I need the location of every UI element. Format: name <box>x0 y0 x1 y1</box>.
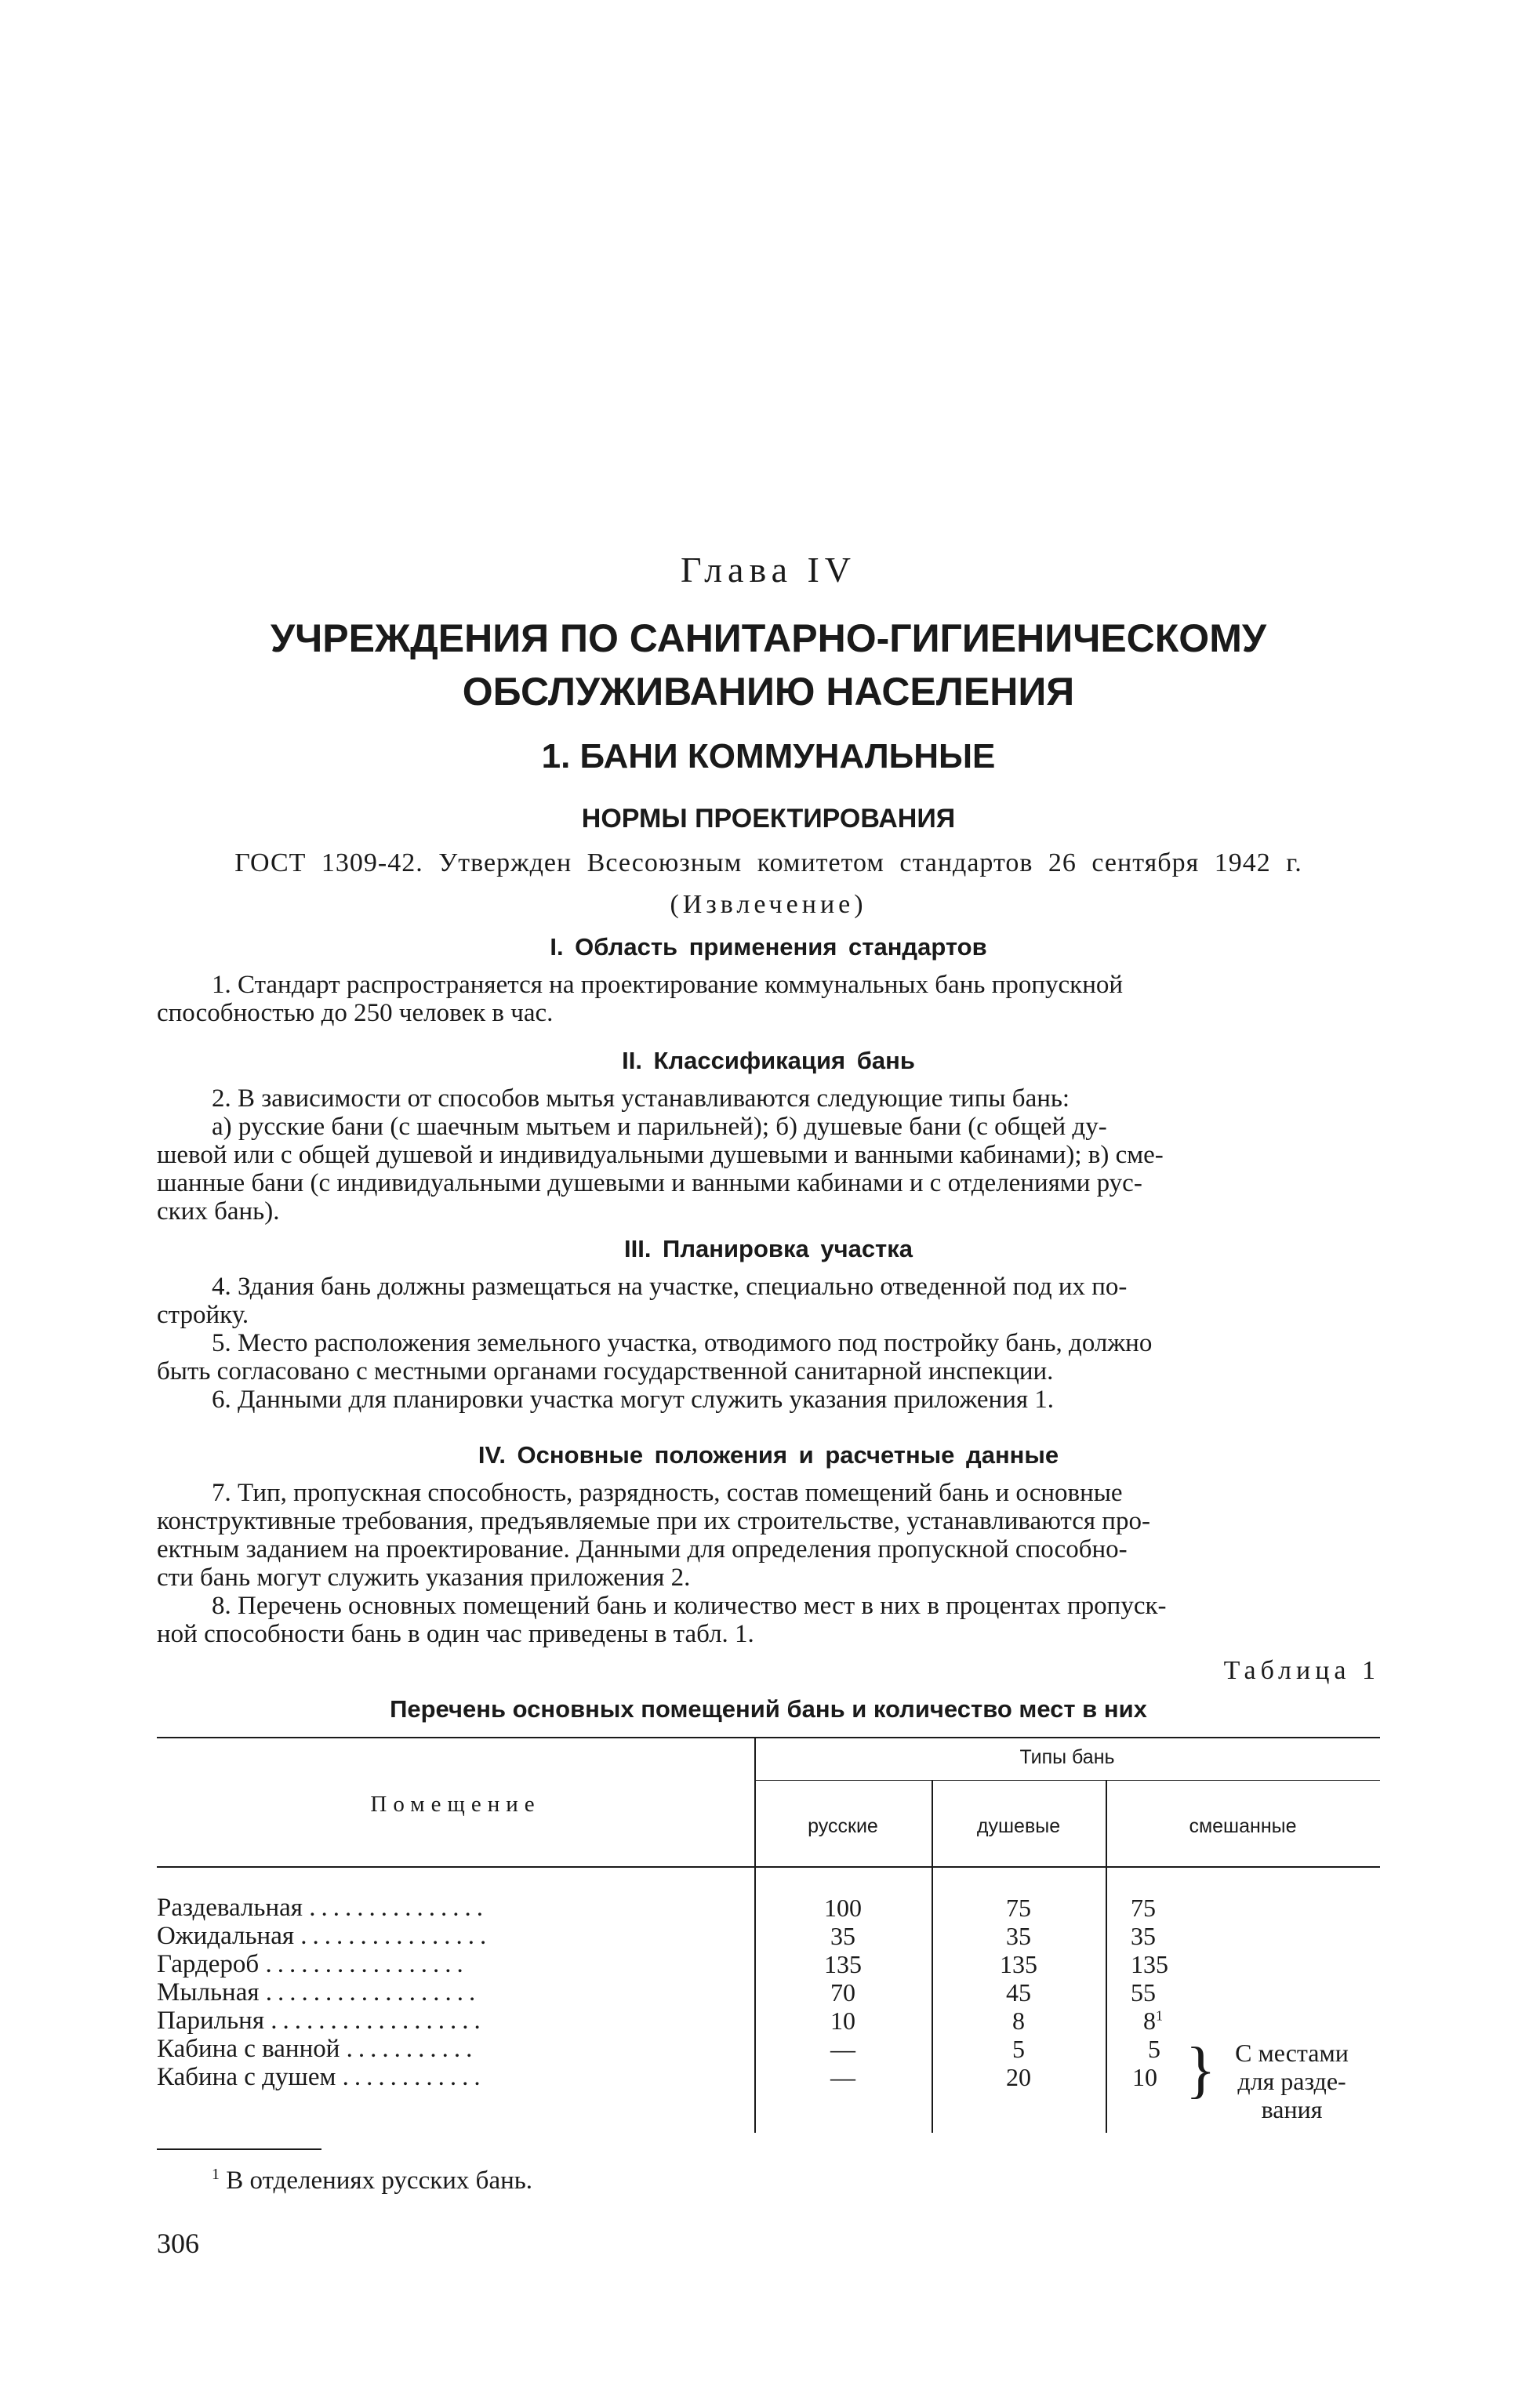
row-dots: ................ <box>300 1922 492 1950</box>
cell-russian: — <box>830 2035 855 2063</box>
cell-mixed: 5 <box>1148 2035 1160 2063</box>
text-line: ной способности бань в один час приведены в табл. 1. <box>157 1620 754 1648</box>
gost-line: ГОСТ 1309-42. Утвержден Всесоюзным комитетом стандартов 26 сентября 1942 г. <box>234 848 1302 877</box>
text-line: быть согласовано с местными органами государственной санитарной инспекции. <box>157 1357 1054 1386</box>
cell-mixed: 35 <box>1131 1922 1156 1950</box>
main-title-line1: УЧРЕЖДЕНИЯ ПО САНИТАРНО-ГИГИЕНИЧЕСКОМУ <box>271 616 1266 660</box>
cell-shower: 35 <box>1006 1922 1031 1950</box>
footnote-text: В отделениях русских бань. <box>226 2166 533 2195</box>
row-dots: ............ <box>342 2063 486 2091</box>
cell-russian: 70 <box>830 1978 855 2007</box>
text-line: стройку. <box>157 1301 249 1329</box>
row-name <box>157 2063 753 2091</box>
table-header-rule <box>754 1780 1380 1781</box>
row-dots: .................. <box>265 1978 481 2007</box>
section-1-paragraph <box>157 971 1380 1027</box>
table-top-rule <box>157 1737 1380 1738</box>
footnote-mark: 1 <box>1156 2007 1163 2024</box>
cell-shower: 8 <box>1012 2007 1025 2035</box>
row-name <box>157 1894 753 1922</box>
text-line: конструктивные требования, предъявляемые при их строительстве, устанавливаются про- <box>157 1507 1150 1535</box>
cell-russian: 135 <box>824 1950 862 1978</box>
cell-mixed <box>1143 2007 1163 2035</box>
row-dots: .................. <box>271 2007 486 2035</box>
cell-russian: 35 <box>830 1922 855 1950</box>
text-line: 5. Место расположения земельного участка, отводимого под постройку бань, должно <box>212 1329 1153 1357</box>
cell-shower: 75 <box>1006 1894 1031 1922</box>
section-2-title: II. Классификация бань <box>622 1047 915 1074</box>
cell-shower: 20 <box>1006 2063 1031 2091</box>
text-line: а) русские бани (с шаечным мытьем и парильней); б) душевые бани (с общей ду- <box>212 1113 1107 1141</box>
row-label: Кабина с душем <box>157 2063 336 2091</box>
header-room: Помещение <box>370 1792 541 1817</box>
table-title: Перечень основных помещений бань и количество мест в них <box>390 1695 1147 1723</box>
row-label: Парильня <box>157 2007 264 2035</box>
cell-shower: 5 <box>1012 2035 1025 2063</box>
row-label: Гардероб <box>157 1950 260 1978</box>
cell-mixed: 10 <box>1132 2063 1157 2091</box>
extract-note: (Извлечение) <box>670 890 867 919</box>
row-label: Мыльная <box>157 1978 260 2007</box>
section-2-paragraph <box>157 1084 1380 1226</box>
cell-mixed: 75 <box>1131 1894 1156 1922</box>
cell-shower: 135 <box>1000 1950 1037 1978</box>
row-name <box>157 1978 753 2007</box>
text-line: шанные бани (с индивидуальными душевыми и ванными кабинами и с отделениями рус- <box>157 1169 1142 1197</box>
header-types: Типы бань <box>1019 1746 1115 1768</box>
header-col-mixed: смешанные <box>1189 1815 1297 1837</box>
cell-russian: 10 <box>830 2007 855 2035</box>
row-name <box>157 1922 753 1950</box>
row-name <box>157 2007 753 2035</box>
main-title <box>157 612 1380 718</box>
text-line: 1. Стандарт распространяется на проектирование коммунальных бань пропускной <box>212 971 1124 999</box>
section-3-paragraph <box>157 1273 1380 1414</box>
section-title: 1. БАНИ КОММУНАЛЬНЫЕ <box>541 737 996 775</box>
cell-shower: 45 <box>1006 1978 1031 2007</box>
brace-symbol: } <box>1186 2036 1216 2105</box>
side-note-line: С местами <box>1235 2039 1349 2067</box>
cell-mixed: 135 <box>1131 1950 1168 1978</box>
row-label: Кабина с ванной <box>157 2035 340 2063</box>
section-4-paragraph <box>157 1479 1380 1648</box>
table-caption: Таблица 1 <box>1223 1656 1380 1685</box>
row-dots: ................. <box>265 1950 469 1978</box>
text-line: 2. В зависимости от способов мытья устанавливаются следующие типы бань: <box>212 1084 1070 1113</box>
footnote-rule <box>157 2148 321 2150</box>
section-1-title: I. Область применения стандартов <box>550 933 987 961</box>
side-note-line: для разде- <box>1237 2067 1346 2095</box>
table-header-bottom-rule <box>157 1866 1380 1868</box>
main-title-line2: ОБСЛУЖИВАНИЮ НАСЕЛЕНИЯ <box>462 670 1075 714</box>
text-line: шевой или с общей душевой и индивидуальными душевыми и ванными кабинами); в) сме- <box>157 1141 1164 1169</box>
side-note-line: вания <box>1261 2095 1323 2123</box>
footnote <box>212 2166 532 2196</box>
text-line: 6. Данными для планировки участка могут служить указания приложения 1. <box>212 1386 1055 1414</box>
header-col-shower: душевые <box>976 1815 1061 1837</box>
row-name <box>157 1950 753 1978</box>
text-line: ских бань). <box>157 1197 280 1226</box>
text-line: ектным заданием на проектирование. Данными для определения пропускной способно- <box>157 1535 1128 1564</box>
row-name <box>157 2035 753 2063</box>
cell-russian: — <box>830 2063 855 2091</box>
text-line: 4. Здания бань должны размещаться на участке, специально отведенной под их по- <box>212 1273 1128 1301</box>
text-line: способностью до 250 человек в час. <box>157 999 554 1027</box>
header-col-russian: русские <box>808 1815 878 1837</box>
row-dots: ........... <box>346 2035 478 2063</box>
text-line: сти бань могут служить указания приложения 2. <box>157 1564 691 1592</box>
cell-mixed: 55 <box>1131 1978 1156 2007</box>
text-line: 8. Перечень основных помещений бань и количество мест в них в процентах пропуск- <box>212 1592 1167 1620</box>
rooms-table <box>157 1737 1380 2137</box>
footnote-marker: 1 <box>212 2166 220 2183</box>
row-label: Ожидальная <box>157 1922 295 1950</box>
norms-title: НОРМЫ ПРОЕКТИРОВАНИЯ <box>581 804 956 834</box>
chapter-label: Глава IV <box>680 550 857 590</box>
mixed-side-note <box>1211 2039 1372 2123</box>
section-3-title: III. Планировка участка <box>623 1235 913 1262</box>
text-line: 7. Тип, пропускная способность, разрядность, состав помещений бань и основные <box>212 1479 1123 1507</box>
page-number: 306 <box>157 2228 199 2259</box>
section-4-title: IV. Основные положения и расчетные данные <box>478 1441 1059 1469</box>
cell-russian: 100 <box>824 1894 862 1922</box>
cell-mixed-value: 8 <box>1143 2007 1156 2035</box>
row-dots: ............... <box>309 1894 488 1922</box>
row-label: Раздевальная <box>157 1894 303 1922</box>
